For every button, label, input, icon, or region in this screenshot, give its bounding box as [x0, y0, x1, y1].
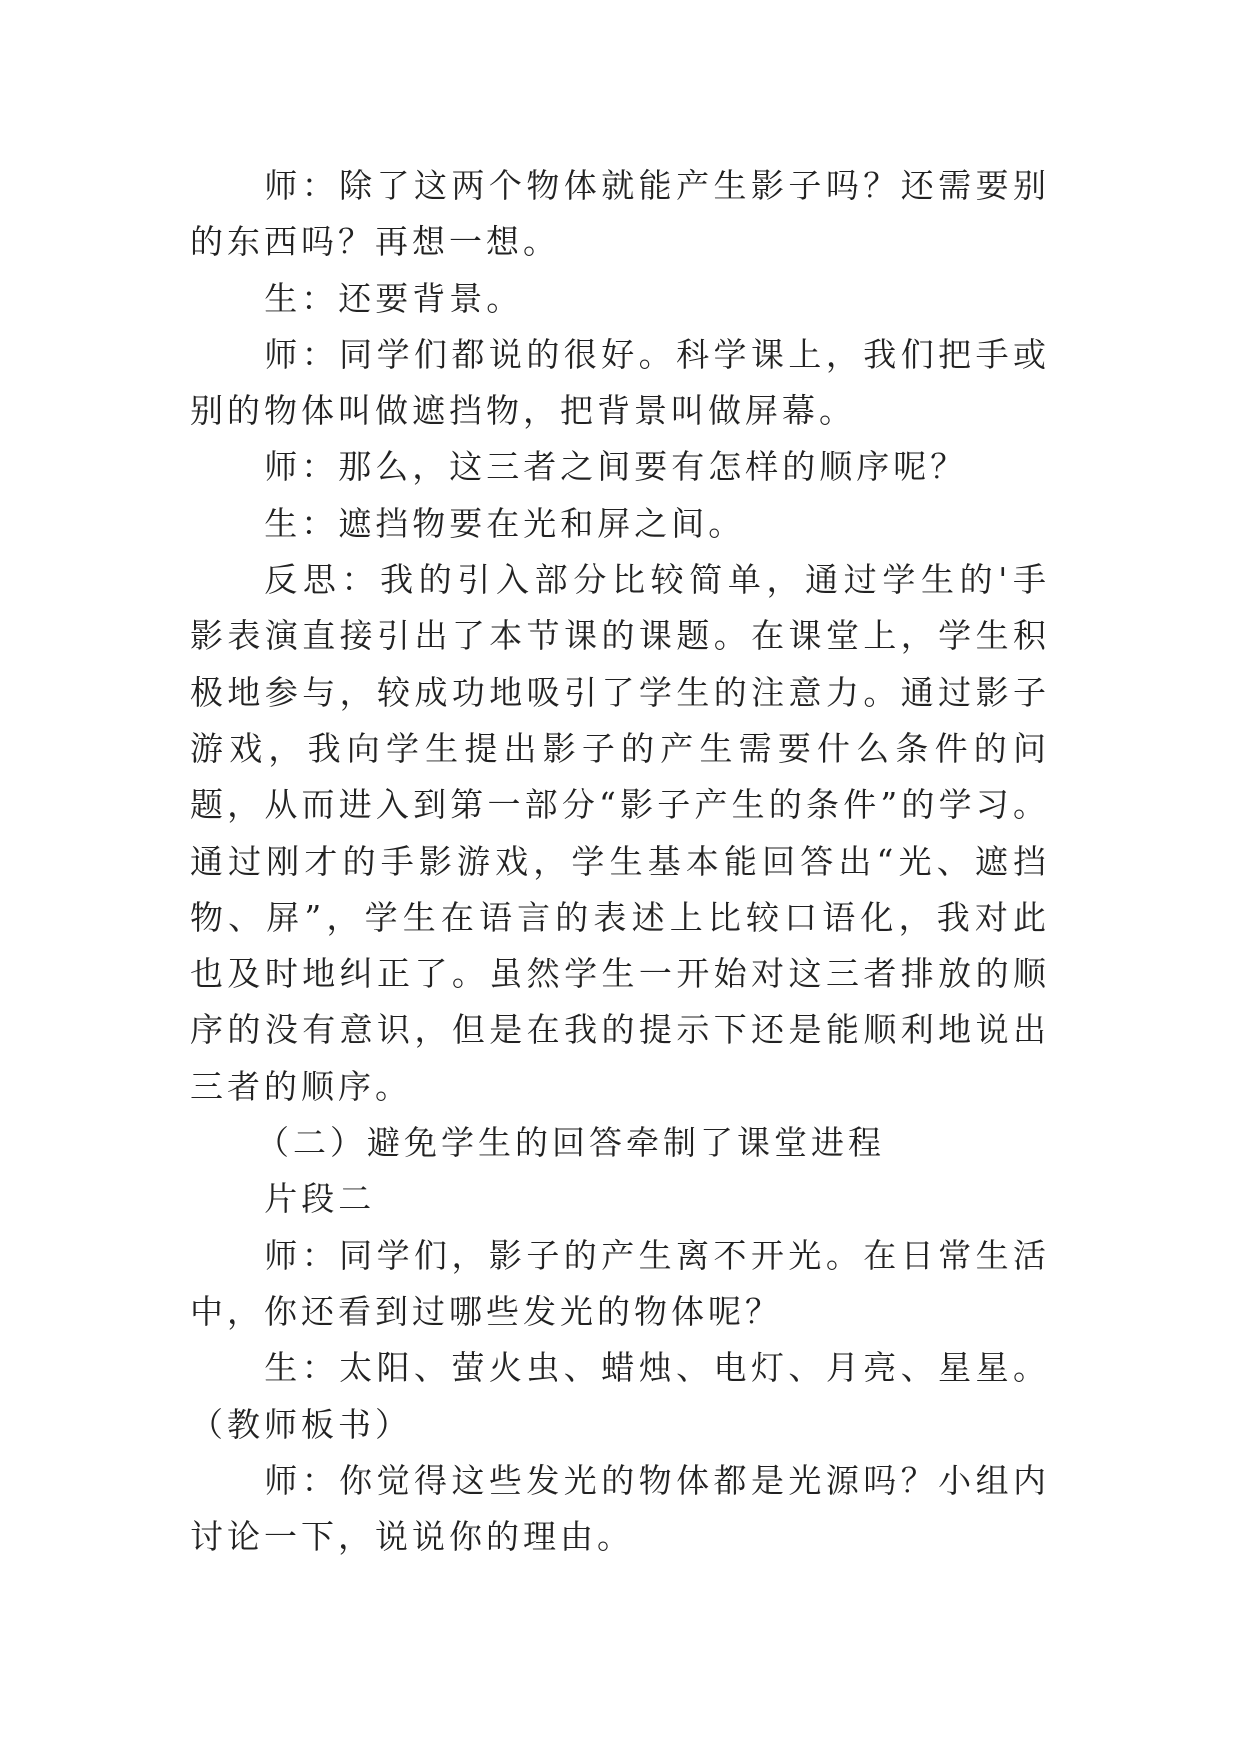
section-heading: （二）避免学生的回答牵制了课堂进程: [256, 1123, 885, 1163]
paragraph-teacher-explanation: 师：同学们都说的很好。科学课上，我们把手或别的物体叫做遮挡物，把背景叫做屏幕。: [190, 334, 1050, 431]
paragraph-student-answer-3: 生：太阳、萤火虫、蜡烛、电灯、月亮、星星。（教师板书）: [190, 1348, 1050, 1444]
paragraph-teacher-question-2: 师：那么，这三者之间要有怎样的顺序呢？: [264, 447, 968, 487]
document-body: [190, 158, 1050, 1565]
paragraph-teacher-question-1: 师：除了这两个物体就能产生影子吗？还需要别的东西吗？再想一想。: [190, 166, 1050, 262]
paragraph-reflection: 反思：我的引入部分比较简单，通过学生的'手影表演直接引出了本节课的课题。在课堂上，学生积极地参与，较成功地吸引了学生的注意力。通过影子游戏，我向学生提出影子的产生需要什么条件的问题，从而进入到第一部分“影子产生的条件”的学习。通过刚才的手影游戏，学生基本能回答出“光、遮挡物、屏”，学生在语言的表述上比较口语化，我对此也及时地纠正了。虽然学生一开始对这三者排放的顺序的没有意识，但是在我的提示下还是能顺利地说出三者的顺序。: [190, 560, 1050, 1106]
fragment-label: 片段二: [264, 1179, 376, 1219]
paragraph-student-answer-2: 生：遮挡物要在光和屏之间。: [264, 503, 746, 543]
paragraph-teacher-question-4: 师：你觉得这些发光的物体都是光源吗？小组内讨论一下，说说你的理由。: [190, 1460, 1050, 1557]
paragraph-teacher-question-3: 师：同学们，影子的产生离不开光。在日常生活中，你还看到过哪些发光的物体呢？: [190, 1235, 1050, 1331]
paragraph-student-answer-1: 生：还要背景。: [264, 278, 524, 318]
